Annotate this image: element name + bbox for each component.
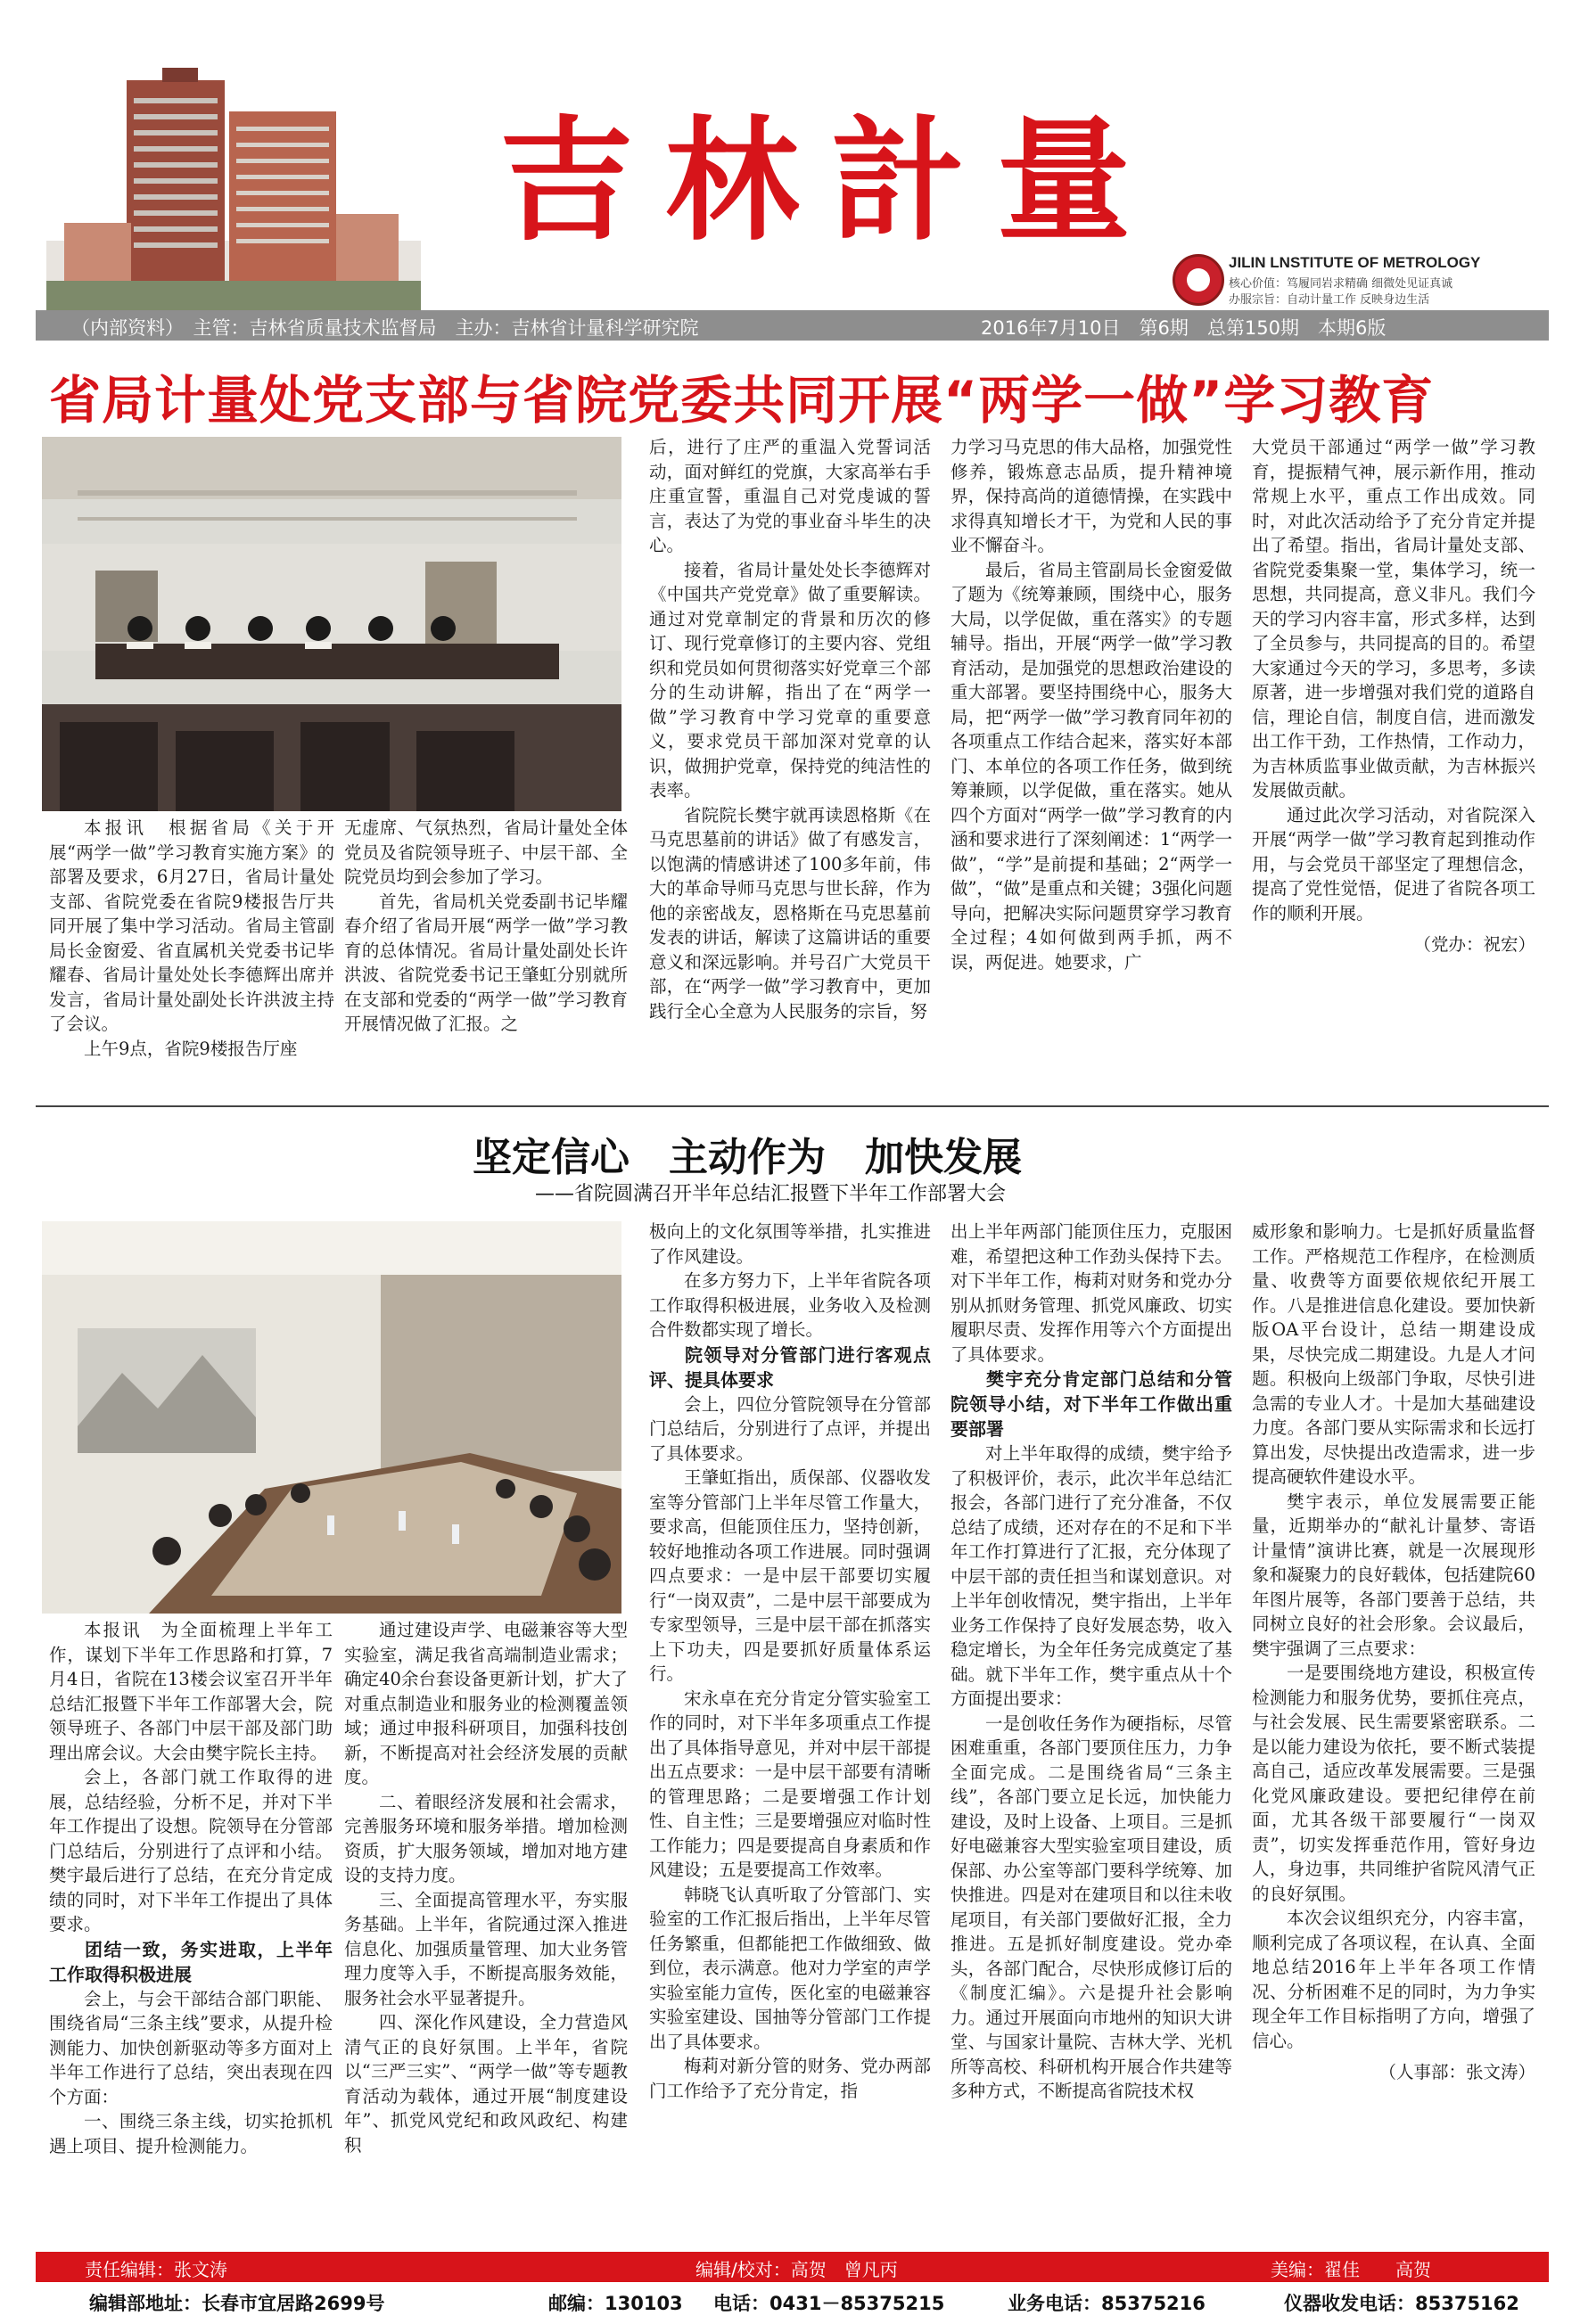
publisher-info: （内部资料） 主管：吉林省质量技术监督局 主办：吉林省计量科学研究院 [71,317,699,339]
article1-column-4 [950,435,1232,1099]
article2-column-2 [344,1618,628,2242]
paragraph: 极向上的文化氛围等举措，扎实推进了作风建设。 [649,1221,931,1267]
article2-column-5 [1252,1219,1535,2243]
core-values-line: 核心价值：笃履同岩求精确 细微处见证真诚 [1229,277,1453,291]
paragraph: 首先，省局机关党委副书记毕耀春介绍了省局开展“两学一做”学习教育的总体情况。省局计量处副处长许洪波、省院党委书记王肇虹分别就所在支部和党委的“两学一做”学习教育开展情况做了汇报。之 [344,891,628,1034]
article-divider [36,1105,1549,1107]
service-motto-line: 办服宗旨：自动计量工作 反映身边生活 [1229,293,1430,307]
paragraph: 通过建设声学、电磁兼容等大型实验室，满足我省高端制造业需求；确定40余台套设备更新计划，扩大了对重点制造业和服务业的检测覆盖领域；通过申报科研项目，加强科技创新，不断提高对社会经济发展的贡献度。 [344,1620,628,1787]
paragraph: 省院院长樊宇就再读恩格斯《在马克思墓前的讲话》做了有感发言，以饱满的情感讲述了100多年前，伟大的革命导师马克思与世长辞，作为他的亲密战友，恩格斯在马克思墓前发表的讲话，解读了这篇讲话的重要意义和深远影响。并号召广大党员干部，在“两学一做”学习教育中，更加践行全心全意为人民服务的宗旨，努 [649,804,931,1022]
paragraph: 本报讯 为全面梳理上半年工作，谋划下半年工作思路和打算，7月4日，省院在13楼会议室召开半年总结汇报暨下半年工作部署大会，院领导班子、各部门中层干部及部门助理出席会议。大会由樊宇院长主持。 [49,1620,333,1763]
art-editor: 美编：翟佳 高贺 [1271,2259,1431,2280]
responsible-editor: 责任编辑：张文涛 [85,2259,227,2280]
masthead-title: 吉林計量 [499,103,1164,259]
paragraph: 二、着眼经济发展和社会需求，完善服务环境和服务举措。增加检测资质，扩大服务领域，增加对地方建设的支持力度。 [344,1791,628,1885]
section-subheading: 院领导对分管部门进行客观点评、提具体要求 [649,1343,931,1391]
business-phone: 业务电话：85375216 [1008,2293,1206,2314]
paragraph: 无虚席、气氛热烈，省局计量处全体党员及省院领导班子、中层干部、全院党员均到会参加了学习。 [344,817,628,887]
paragraph: 三、全面提高管理水平，夯实服务基础。上半年，省院通过深入推进信息化、加强质量管理、加大业务管理力度等入手，不断提高服务效能，服务社会水平显著提升。 [344,1889,628,2008]
paragraph: 韩晓飞认真听取了分管部门、实验室的工作汇报后指出，上半年尽管任务繁重，但都能把工作做细致、做到位，表示满意。他对力学室的声学实验室能力宣传，医化室的电磁兼容实验室建设、国抽等分管部门工作提出了具体要求。 [649,1884,931,2052]
institute-logo-center [1187,268,1210,292]
article2-column-4 [950,1219,1232,2243]
paragraph: 会上，各部门就工作取得的进展，总结经验，分析不足，并对下半年工作提出了设想。院领导在分管部门总结后，分别进行了点评和小结。樊宇最后进行了总结，在充分肯定成绩的同时，对下半年工作提出了具体要求。 [49,1767,333,1934]
conference-room-photo [42,1221,621,1614]
paragraph: 一是创收任务作为硬指标，尽管困难重重，各部门要顶住压力，力争全面完成。二是围绕省局“三条主线”，各部门要立足长远，加快能力建设，及时上设备、上项目。三是抓好电磁兼容大型实验室项目建设，质保部、办公室等部门要科学统筹、加快推进。四是对在建项目和以往未收尾项目，有关部门要做好汇报，全力推进。五是抓好制度建设。党办牵头，各部门配合，尽快形成修订后的《制度汇编》。六是提升社会影响力。通过开展面向市地州的知识大讲堂、与国家计量院、吉林大学、光机所等高校、科研机构开展合作共建等多种方式，不断提高省院技术权 [950,1712,1232,2101]
paragraph: 威形象和影响力。七是抓好质量监督工作。严格规范工作程序，在检测质量、收费等方面要依规依纪开展工作。八是推进信息化建设。要加快新版OA平台设计，总结一期建设成果，尽快完成二期建设。九是人才问题。积极向上级部门争取，尽快引进急需的专业人才。十是加大基础建设力度。各部门要从实际需求和长远打算出发，尽快提出改造需求，进一步提高硬软件建设水平。 [1252,1221,1535,1487]
paragraph: 四、深化作风建设，全力营造风清气正的良好氛围。上半年，省院以“三严三实”、“两学一做”等专题教育活动为载体，通过开展“制度建设年”、抓党风党纪和政风政纪、构建积 [344,2012,628,2156]
paragraph: 出上半年两部门能顶住压力，克服困难，希望把这种工作劲头保持下去。对下半年工作，梅莉对财务和党办分别从抓财务管理、抓党风廉政、切实履职尽责、发挥作用等六个方面提出了具体要求。 [950,1221,1232,1365]
paragraph: 接着，省局计量处处长李德辉对《中国共产党党章》做了重要解读。通过对党章制定的背景和历次的修订、现行党章修订的主要内容、党组织和党员如何贯彻落实好党章三个部分的生动讲解，指出了在“两学一做”学习教育中学习党章的重要意义，要求党员干部加深对党章的认识，做拥护党章，保持党的纯洁性的表率。 [649,559,931,801]
institute-building-photo [46,62,421,314]
section-subheading: 团结一致，务实进取，上半年工作取得积极进展 [49,1938,333,1985]
paragraph: 上午9点，省院9楼报告厅座 [84,1038,298,1059]
phone-number: 电话：0431－85375215 [713,2293,945,2314]
paragraph: 宋永卓在充分肯定分管实验室工作的同时，对下半年多项重点工作提出了具体指导意见，并对中层干部提出五点要求：一是中层干部要有清晰的管理思路；二是要增强工作计划性、自主性；三是要增强应对临时性工作能力；四是要提高自身素质和作风建设；五是要提高工作效率。 [649,1688,931,1880]
paragraph: 一、围绕三条主线，切实抢抓机遇上项目、提升检测能力。 [49,2111,333,2156]
paragraph: 在多方努力下，上半年省院各项工作取得积极进展，业务收入及检测合件数都实现了增长。 [649,1270,931,1340]
article2-column-3 [649,1219,931,2243]
paragraph: 对上半年取得的成绩，樊宇给予了积极评价，表示，此次半年总结汇报会，各部门进行了充分准备，不仅总结了成绩，还对存在的不足和下半年工作打算进行了汇报，充分体现了中层干部的责任担当和谋划意识。对上半年创收情况，樊宇指出，上半年业务工作保持了良好发展态势，收入稳定增长，为全年任务完成奠定了基础。就下半年工作，樊宇重点从十个方面提出要求： [950,1443,1232,1709]
postal-code: 邮编：130103 [548,2293,683,2314]
article2-signature: （人事部：张文涛） [1378,2062,1535,2082]
instrument-phone: 仪器收发电话：85375162 [1284,2293,1519,2314]
paragraph: 后，进行了庄严的重温入党誓词活动，面对鲜红的党旗，大家高举右手庄重宣誓，重温自己对党虔诚的誓言，表达了为党的事业奋斗毕生的决心。 [649,437,931,555]
article1-headline: 省局计量处党支部与省院党委共同开展“两学一做”学习教育 [49,370,1435,431]
article2-column-1 [49,1618,333,2242]
issue-info: 2016年7月10日 第6期 总第150期 本期6版 [981,317,1387,339]
institute-english-name: JILIN LNSTITUTE OF METROLOGY [1229,254,1481,271]
article2-subheadline: ——省院圆满召开半年总结汇报暨下半年工作部署大会 [535,1183,1007,1205]
paragraph: 一是要围绕地方建设，积极宣传检测能力和服务优势，要抓住亮点，与社会发展、民生需要紧密联系。二是以能力建设为依托，要不断式装提高自己，适应改革发展需要。三是强化党风廉政建设。要把纪律停在前面，尤其各级干部要履行“一岗双责”，切实发挥垂范作用，管好身边人，身边事，共同维护省院风清气正的良好氛围。 [1252,1663,1535,1904]
paragraph: 大党员干部通过“两学一做”学习教育，提振精气神，展示新作用，推动常规上水平，重点工作出成效。同时，对此次活动给予了充分肯定并提出了希望。指出，省局计量处支部、省院党委集聚一堂，集体学习，统一思想，共同提高，意义非凡。我们今天的学习内容丰富，形式多样，达到了全员参与，共同提高的目的。希望大家通过今天的学习，多思考，多读原著，进一步增强对我们党的道路自信，理论自信，制度自信，进而激发出工作干劲，工作热情，工作动力，为吉林质监事业做贡献，为吉林振兴发展做贡献。 [1252,437,1535,801]
meeting-hall-photo [42,437,621,811]
editor-proofreader: 编辑/校对：高贺 曾凡丙 [695,2259,898,2280]
paragraph: 本报讯 根据省局《关于开展“两学一做”学习教育实施方案》的部署及要求，6月27日，省局计量处支部、省院党委在省院9楼报告厅共同开展了集中学习活动。省局主管副局长金窗爱、省直属机关党委书记毕耀春、省局计量处处长李德辉出席并发言，省局计量处副处长许洪波主持了会议。 [49,817,334,1034]
paragraph: 通过此次学习活动，对省院深入开展“两学一做”学习教育起到推动作用，与会党员干部坚定了理想信念，提高了党性觉悟，促进了省院各项工作的顺利开展。 [1252,804,1535,924]
article1-column-5 [1252,435,1535,1099]
article1-signature: （党办：祝宏） [1413,934,1535,955]
section-subheading: 樊宇充分肯定部门总结和分管院领导小结，对下半年工作做出重要部署 [950,1368,1232,1440]
paragraph: 王肇虹指出，质保部、仪器收发室等分管部门上半年尽管工作量大，要求高，但能顶住压力，坚持创新，较好地推动各项工作进展。同时强调四点要求：一是中层干部要切实履行“一岗双责”，二是中层干部要成为专家型领导，三是中层干部在抓落实上下功夫，四是要抓好质量体系运行。 [649,1467,931,1684]
paragraph: 会上，与会干部结合部门职能、围绕省局“三条主线”要求，从提升检测能力、加快创新驱动等多方面对上半年工作进行了总结，突出表现在四个方面： [49,1988,333,2107]
paragraph: 会上，四位分管院领导在分管部门总结后，分别进行了点评，并提出了具体要求。 [649,1393,931,1464]
paragraph: 力学习马克思的伟大品格，加强党性修养，锻炼意志品质，提升精神境界，保持高尚的道德情操，在实践中求得真知增长才干，为党和人民的事业不懈奋斗。 [950,437,1232,555]
article1-column-1 [49,816,334,1101]
article1-column-2 [344,816,628,1101]
editor-credits-bar [36,2252,1549,2282]
paragraph: 梅莉对新分管的财务、党办两部门工作给予了充分肯定，指 [649,2056,931,2101]
article2-headline: 坚定信心 主动作为 加快发展 [473,1135,1022,1180]
article1-column-3 [649,435,931,1099]
editorial-address: 编辑部地址：长春市宜居路2699号 [89,2293,385,2314]
paragraph: 樊宇表示，单位发展需要正能量，近期举办的“献礼计量梦、寄语计量情”演讲比赛，就是一次展现形象和凝聚力的良好载体，包括建院60年图片展等，各部门要善于总结，共同树立良好的社会形象。会议最后，樊宇强调了三点要求： [1252,1490,1535,1659]
paragraph: 最后，省局主管副局长金窗爱做了题为《统筹兼顾，围绕中心，服务大局，以学促做，重在落实》的专题辅导。指出，开展“两学一做”学习教育活动，是加强党的思想政治建设的重大部署。要坚持围绕中心，服务大局，把“两学一做”学习教育同年初的各项重点工作结合起来，落实好本部门、本单位的各项工作任务，做到统筹兼顾，以学促做，重在落实。她从四个方面对“两学一做”学习教育的内涵和要求进行了深刻阐述：1“两学一做”，“学”是前提和基础；2“两学一做”，“做”是重点和关键；3强化问题导向，把解决实际问题贯穿学习教育全过程；4如何做到两手抓，两不误，两促进。她要求，广 [950,559,1232,973]
paragraph: 本次会议组织充分，内容丰富，顺利完成了各项议程，在认真、全面地总结2016年上半年各项工作情况、分析困难不足的同时，为力争实现全年工作目标指明了方向，增强了信心。 [1252,1908,1535,2051]
contact-info-bar [36,2286,1549,2316]
